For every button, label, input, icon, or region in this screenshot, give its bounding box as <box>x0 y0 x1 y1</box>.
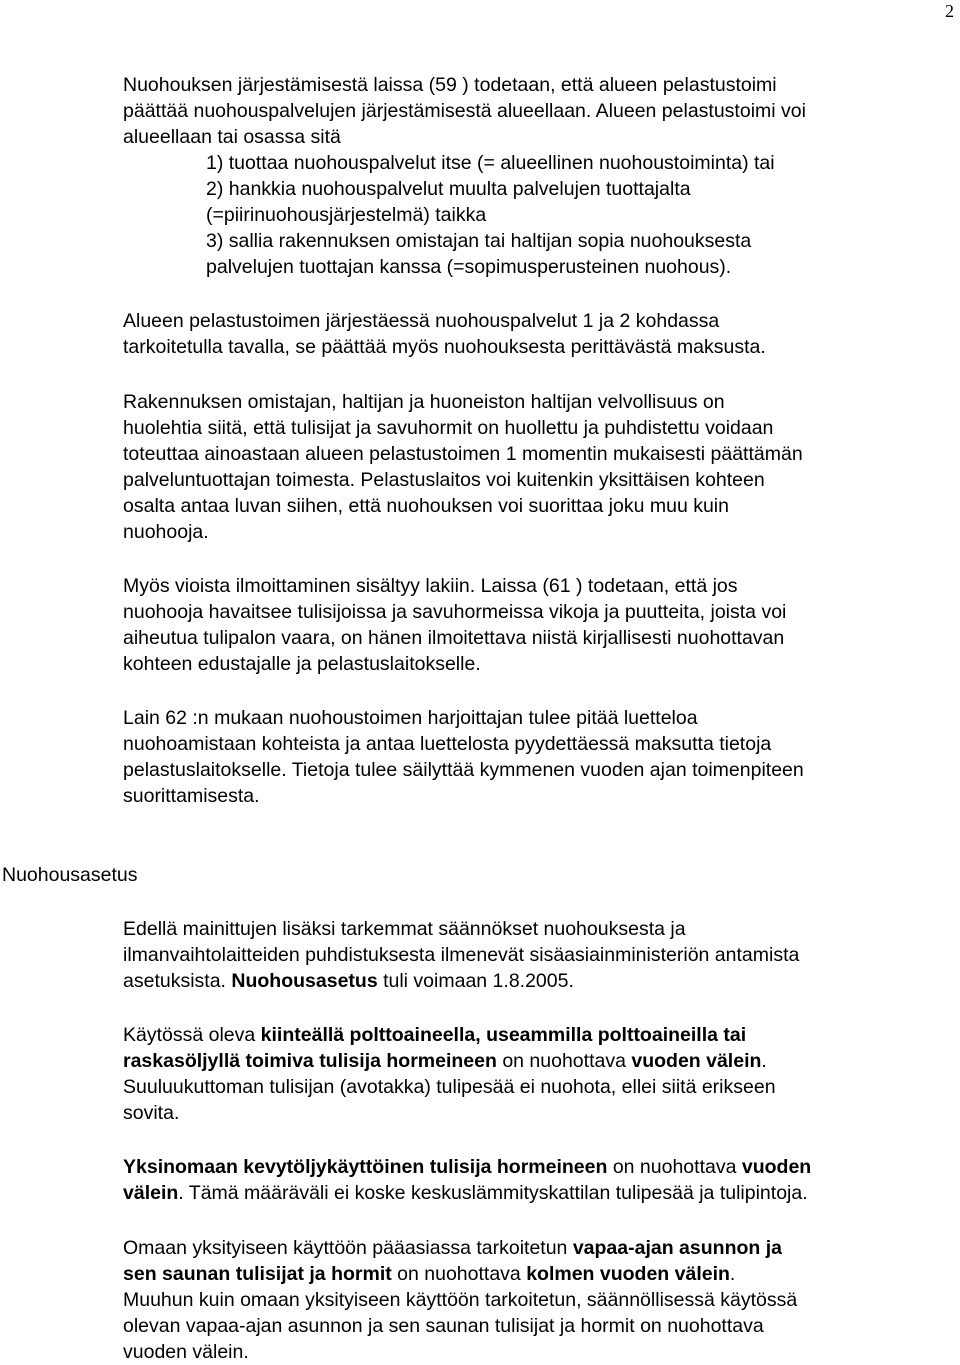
text-line <box>123 968 574 994</box>
text-line: huolehtia siitä, että tulisijat ja savuhormit on huollettu ja puhdistettu voidaan <box>123 417 774 439</box>
bold-text: Yksinomaan kevytöljykäyttöinen tulisija hormeineen <box>123 1156 608 1178</box>
text-line: suorittamisesta. <box>123 785 260 807</box>
bold-text: välein <box>123 1182 179 1204</box>
text-run: on nuohottava <box>391 1263 527 1285</box>
section-heading: Nuohousasetus <box>2 864 138 886</box>
bold-text: sen saunan tulisijat ja hormit <box>123 1263 392 1285</box>
text-line: nuohoamistaan kohteista ja antaa luettelosta pyydettäessä maksutta tietoja <box>123 733 772 755</box>
text-line: alueellaan tai osassa sitä <box>123 126 341 148</box>
page-number: 2 <box>945 1 954 21</box>
text-line: Rakennuksen omistajan, haltijan ja huoneiston haltijan velvollisuus on <box>123 391 725 413</box>
text-line <box>123 1180 808 1206</box>
text-run: . <box>729 1263 736 1285</box>
text-line <box>123 1154 811 1180</box>
text-line: Myös vioista ilmoittaminen sisältyy lakiin. Laissa (61 ) todetaan, että jos <box>123 575 738 597</box>
text-line: olevan vapaa-ajan asunnon ja sen saunan tulisijat ja hormit on nuohottava <box>123 1315 764 1337</box>
list-item: 1) tuottaa nuohouspalvelut itse (= alueellinen nuohoustoiminta) tai <box>206 152 775 174</box>
bold-text: vapaa-ajan asunnon ja <box>572 1237 782 1259</box>
text-run: Käytössä oleva <box>123 1024 261 1046</box>
text-line: toteuttaa ainoastaan alueen pelastustoimen 1 momentin mukaisesti päättämän <box>123 443 803 465</box>
text-run: on nuohottava <box>496 1050 632 1072</box>
bold-text: vuoden välein <box>631 1050 762 1072</box>
list-item: 2) hankkia nuohouspalvelut muulta palvelujen tuottajalta <box>206 178 691 200</box>
text-line: päättää nuohouspalvelujen järjestämisestä alueellaan. Alueen pelastustoimi voi <box>123 100 806 122</box>
text-line: palveluntuottajan toimesta. Pelastuslaitos voi kuitenkin yksittäisen kohteen <box>123 469 765 491</box>
text-line: kohteen edustajalle ja pelastuslaitokselle. <box>123 653 481 675</box>
text-line: Alueen pelastustoimen järjestäessä nuohouspalvelut 1 ja 2 kohdassa <box>123 310 720 332</box>
list-item: 3) sallia rakennuksen omistajan tai haltijan sopia nuohouksesta <box>206 230 752 252</box>
text-line <box>123 1261 735 1287</box>
text-line: Muuhun kuin omaan yksityiseen käyttöön tarkoitetun, säännöllisessä käytössä <box>123 1289 798 1311</box>
bold-text: kolmen vuoden välein <box>526 1263 730 1285</box>
text-run: asetuksista. <box>123 970 232 992</box>
text-run: Omaan yksityiseen käyttöön pääasiassa tarkoitetun <box>123 1237 573 1259</box>
text-run: tuli voimaan 1.8.2005. <box>377 970 574 992</box>
text-line: pelastuslaitokselle. Tietoja tulee säilyttää kymmenen vuoden ajan toimenpiteen <box>123 759 804 781</box>
bold-text: vuoden <box>741 1156 812 1178</box>
text-line: ilmanvaihtolaitteiden puhdistuksesta ilmenevät sisäasiainministeriön antamista <box>123 944 800 966</box>
text-run: . <box>761 1050 767 1072</box>
list-item: (=piirinuohousjärjestelmä) taikka <box>206 204 487 226</box>
list-item: palvelujen tuottajan kanssa (=sopimusperusteinen nuohous). <box>206 256 732 278</box>
text-line: Suuluukuttoman tulisijan (avotakka) tulipesää ei nuohota, ellei siitä erikseen <box>123 1076 776 1098</box>
bold-text: raskasöljyllä toimiva tulisija hormeineen <box>123 1050 497 1072</box>
text-line: aiheutua tulipalon vaara, on hänen ilmoitettava niistä kirjallisesti nuohottavan <box>123 627 785 649</box>
text-run: on nuohottava <box>607 1156 742 1178</box>
text-run: . Tämä määräväli ei koske keskuslämmityskattilan tulipesää ja tulipintoja. <box>178 1182 808 1204</box>
text-line: nuohooja havaitsee tulisijoissa ja savuhormeissa vikoja ja puutteita, joista voi <box>123 601 787 623</box>
bold-text: kiinteällä polttoaineella, useammilla polttoaineilla tai <box>260 1024 747 1046</box>
text-line: sovita. <box>123 1102 180 1124</box>
bold-text: Nuohousasetus <box>231 970 378 992</box>
text-line <box>123 1022 746 1048</box>
text-line: vuoden välein. <box>123 1341 249 1363</box>
text-line <box>123 1048 767 1074</box>
text-line: Edellä mainittujen lisäksi tarkemmat säännökset nuohouksesta ja <box>123 918 686 940</box>
text-line: tarkoitetulla tavalla, se päättää myös nuohouksesta perittävästä maksusta. <box>123 336 766 358</box>
text-line: Lain 62 :n mukaan nuohoustoimen harjoittajan tulee pitää luetteloa <box>123 707 698 729</box>
text-line <box>123 1235 782 1261</box>
text-line: nuohooja. <box>123 521 209 543</box>
text-line: osalta antaa luvan siihen, että nuohouksen voi suorittaa joku muu kuin <box>123 495 729 517</box>
text-line: Nuohouksen järjestämisestä laissa (59 ) todetaan, että alueen pelastustoimi <box>123 74 777 96</box>
